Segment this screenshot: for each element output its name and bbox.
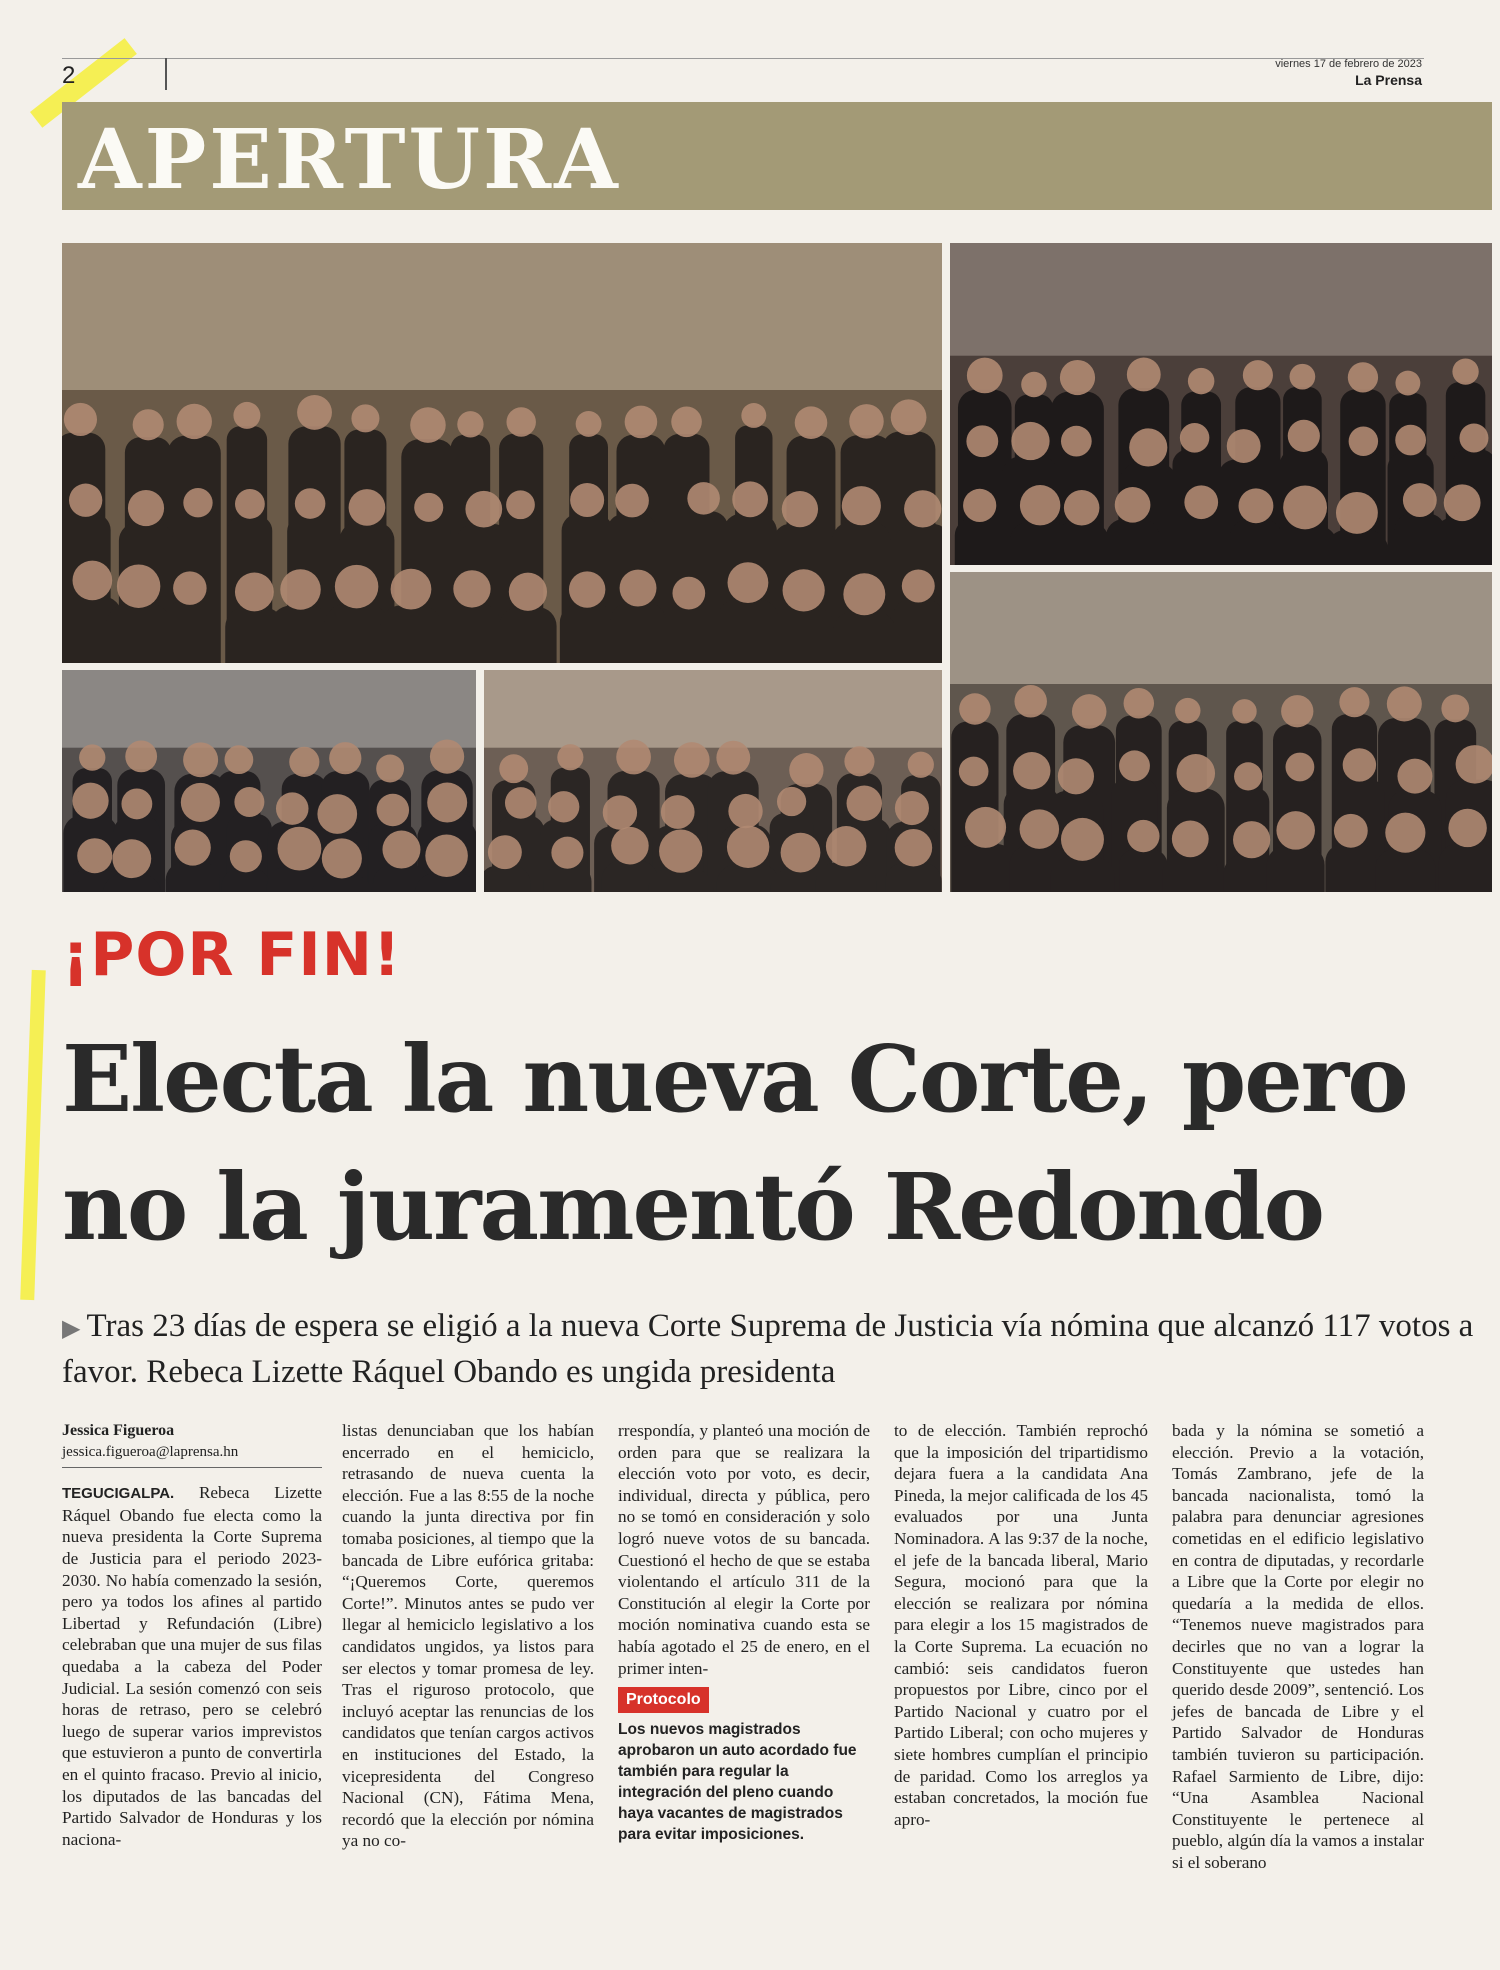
column-text: to de elección. También reprochó que la imposición del tripartidismo dejara fuera a la candidata Ana Pineda, la mejor calificada de los 45 evaluados por una Junta Nominadora. A las 9:37 de la noche, el jefe de la bancada liberal, Mario Segura, mocionó para que la elección se realizara por nómina para elegir a los 15 magistrados de la Corte Suprema. La ecuación no cambió: seis candidatos fueron propuestos por Libre, cinco por el Partido Nacional y cuatro por el Partido Liberal; con ocho mujeres y siete hombres cumplían el principio de paridad. Como los arreglos ya estaban concretados, la moción fue apro- — [894, 1421, 1148, 1829]
headline-line-1: Electa la nueva Corte, pero — [62, 1025, 1407, 1133]
headline-line-2: no la juramentó Redondo — [62, 1153, 1324, 1261]
issue-date: viernes 17 de febrero de 2023 — [1275, 58, 1422, 70]
author-name: Jessica Figueroa — [62, 1422, 175, 1439]
sidebar-label: Protocolo — [618, 1687, 709, 1713]
article-column-2 — [342, 1420, 594, 1852]
kicker: ¡POR FIN! — [62, 920, 402, 990]
column-text: Rebeca Lizette Ráquel Obando fue electa como la nueva presidenta la Corte Suprema de Justicia para el periodo 2023-2030. No había comenzado la sesión, pero ya todos los afines al partido Libertad y Refundación (Libre) celebraban que una mujer de sus filas quedaba a la cabeza del Poder Judicial. La sesión comenzó con seis horas de retraso, pero se celebró luego de superar varios imprevistos que estuvieron a punto de convertirla en el quinto fracaso. Previo al inicio, los diputados de las bancadas del Partido Salvador de Honduras y los naciona- — [62, 1483, 322, 1849]
column-text: rrespondía, y planteó una moción de orden para que se realizara la elección voto por voto, es decir, individual, directa y pública, pero no se tomó en consideración y solo logró nueve votos de su bancada. Cuestionó el hecho de que se estaba violentando el artículo 311 de la Constitución al elegir la Corte por moción nominativa cuando esta se había agotado el 25 de enero, en el primer inten- — [618, 1421, 870, 1678]
article-column-3 — [618, 1420, 870, 1845]
article-column-5 — [1172, 1420, 1424, 1873]
header-rule — [62, 58, 1424, 59]
photo-crowded-hemicycle — [484, 670, 942, 892]
photo-deputies-oath — [62, 670, 476, 892]
byline-rule — [62, 1467, 322, 1468]
sidebar-text: Los nuevos magistrados aprobaron un auto acordado fue también para regular la integración del pleno cuando haya vacantes de magistrados para evitar imposiciones. — [618, 1720, 857, 1843]
author-email: jessica.figueroa@laprensa.hn — [62, 1443, 239, 1460]
subheadline-text: Tras 23 días de espera se eligió a la nueva Corte Suprema de Justicia vía nómina que alcanzó 117 votos a favor. Rebeca Lizette Ráquel Obando es ungida presidenta — [62, 1308, 1474, 1390]
photo-voting-hands — [950, 572, 1492, 892]
article-column-1 — [62, 1420, 322, 1850]
photo-congress-floor — [62, 243, 942, 663]
arrow-icon: ▶ — [62, 1316, 81, 1342]
column-text: bada y la nómina se sometió a elección. Previo a la votación, Tomás Zambrano, jefe de la bancada nacionalista, tomó la palabra para denunciar agresiones cometidas en el edificio legislativo en contra de diputadas, y recordarle a Libre que la Corte por elegir no quedaría a la medida de ellos. “Tenemos nueve magistrados para decirles que no van a lograr la Constituyente que ustedes han querido desde 2009”, sentenció. Los jefes de bancada de Libre y el Partido Salvador de Honduras también tuvieron su participación. Rafael Sarmiento de Libre, dijo: “Una Asamblea Nacional Constituyente le pertenece al pueblo, algún día la vamos a instalar si el soberano — [1172, 1421, 1424, 1872]
dateline: TEGUCIGALPA. — [62, 1485, 175, 1503]
header-divider — [165, 58, 167, 90]
subheadline — [62, 1305, 1482, 1394]
article-column-4 — [894, 1420, 1148, 1830]
headline — [62, 1015, 1482, 1271]
newspaper-name: La Prensa — [1355, 72, 1422, 88]
section-title: APERTURA — [78, 112, 621, 208]
column-text: listas denunciaban que los habían encerrado en el hemiciclo, retrasando de nueva cuenta la elección. Fue a las 8:55 de la noche cuando la junta directiva por fin tomaba posiciones, al tiempo que la bancada de Libre eufórica gritaba: “¡Queremos Corte, queremos Corte!”. Minutos antes se pudo ver llegar al hemiciclo legislativo a los candidatos ungidos, ya listos para ser electos y tomar promesa de ley. Tras el riguroso protocolo, que incluyó aceptar las renuncias de los candidatos que tenían cargos activos en instituciones del Estado, la vicepresidenta del Congreso Nacional (CN), Fátima Mena, recordó que la elección por nómina ya no co- — [342, 1421, 594, 1851]
photo-speaker-microphone — [950, 243, 1492, 565]
highlighter-mark — [20, 970, 46, 1300]
page-number: 2 — [62, 62, 76, 89]
